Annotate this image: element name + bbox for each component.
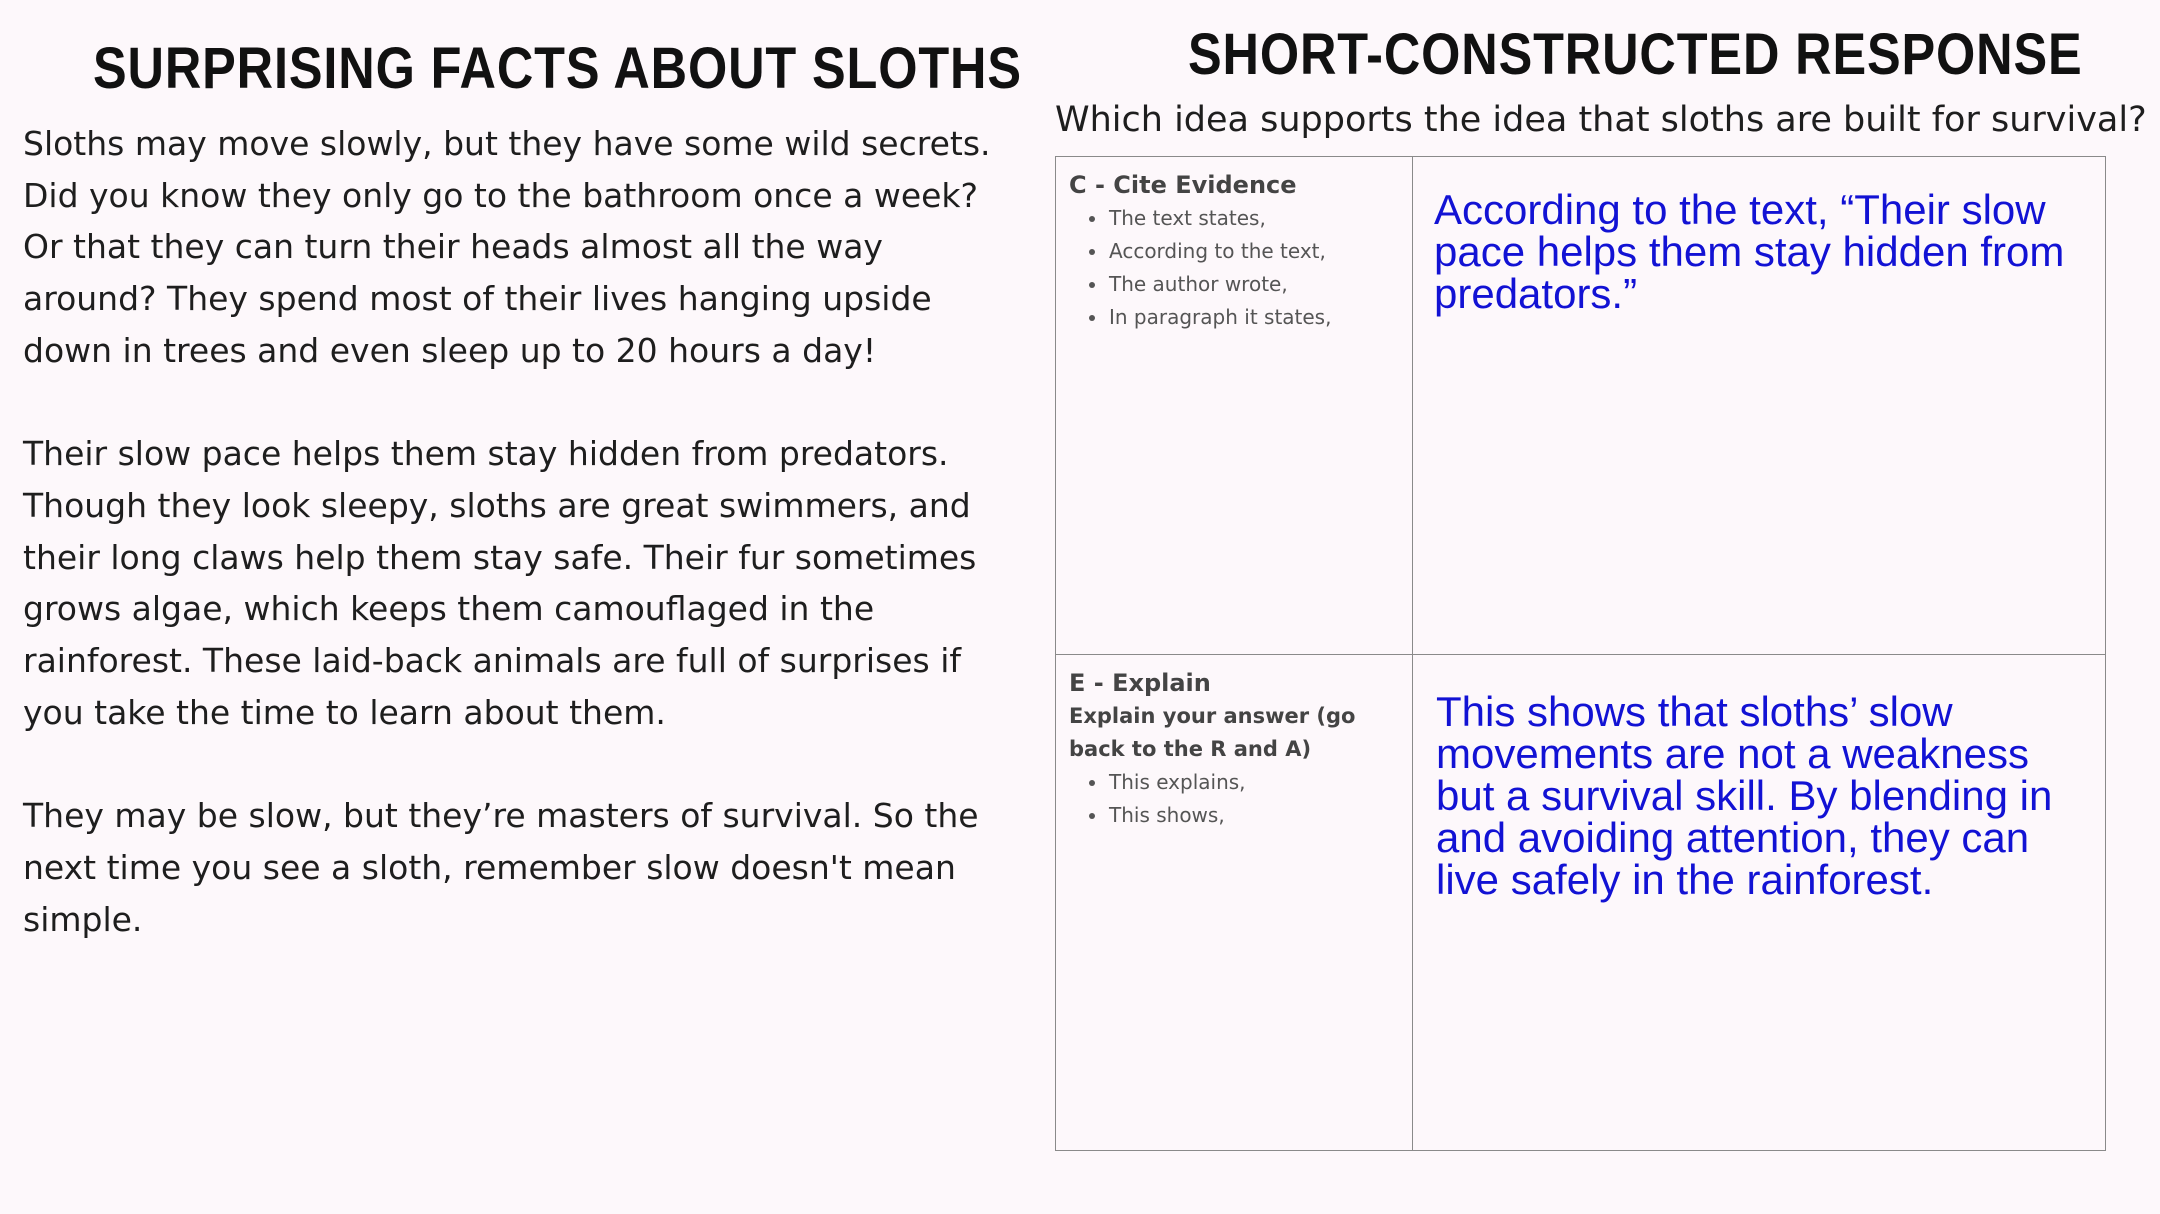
sentence-stem: In paragraph it states, — [1089, 301, 1402, 334]
article-paragraph-2: Their slow pace helps them stay hidden from predators. Though they look sleepy, sloths are great swimmers, and their long claws help them stay safe. Their fur sometimes grows algae, which keeps them camouflaged in the rainforest. These laid-back animals are full of surprises if you take the time to learn about them. — [23, 434, 977, 732]
sentence-stem: This shows, — [1089, 799, 1402, 832]
cite-evidence-cell — [1056, 157, 1413, 655]
sentence-stem: According to the text, — [1089, 235, 1402, 268]
article-paragraph-3: They may be slow, but they’re masters of survival. So the next time you see a sloth, remember slow doesn't mean simple. — [23, 796, 979, 939]
sentence-stem: The author wrote, — [1089, 268, 1402, 301]
explain-heading: E - Explain — [1069, 669, 1211, 697]
sentence-stem: This explains, — [1089, 766, 1402, 799]
explain-answer[interactable]: This shows that sloths’ slow movements are not a weakness but a survival skill. By blending in and avoiding attention, they can live safely in the rainforest. — [1436, 688, 2053, 903]
response-table — [1055, 156, 2106, 1151]
cite-evidence-answer[interactable]: According to the text, “Their slow pace helps them stay hidden from predators.” — [1413, 157, 2105, 655]
response-title: SHORT-CONSTRUCTED RESPONSE — [1188, 22, 2083, 87]
sentence-stem: The text states, — [1089, 202, 1402, 235]
explain-subheading: Explain your answer (go back to the R and A) — [1069, 704, 1356, 761]
explain-stems — [1069, 766, 1402, 832]
cite-evidence-stems — [1069, 202, 1402, 334]
cite-evidence-heading: C - Cite Evidence — [1069, 171, 1297, 199]
explain-cell — [1056, 655, 1413, 1150]
response-question: Which idea supports the idea that sloths are built for survival? — [1055, 100, 2147, 140]
article-title: SURPRISING FACTS ABOUT SLOTHS — [93, 36, 1022, 101]
article-paragraph-1: Sloths may move slowly, but they have some wild secrets. Did you know they only go to the bathroom once a week? Or that they can turn their heads almost all the way around? They spend most of their lives hanging upside down in trees and even sleep up to 20 hours a day! — [23, 124, 991, 370]
article-body — [23, 118, 1023, 945]
